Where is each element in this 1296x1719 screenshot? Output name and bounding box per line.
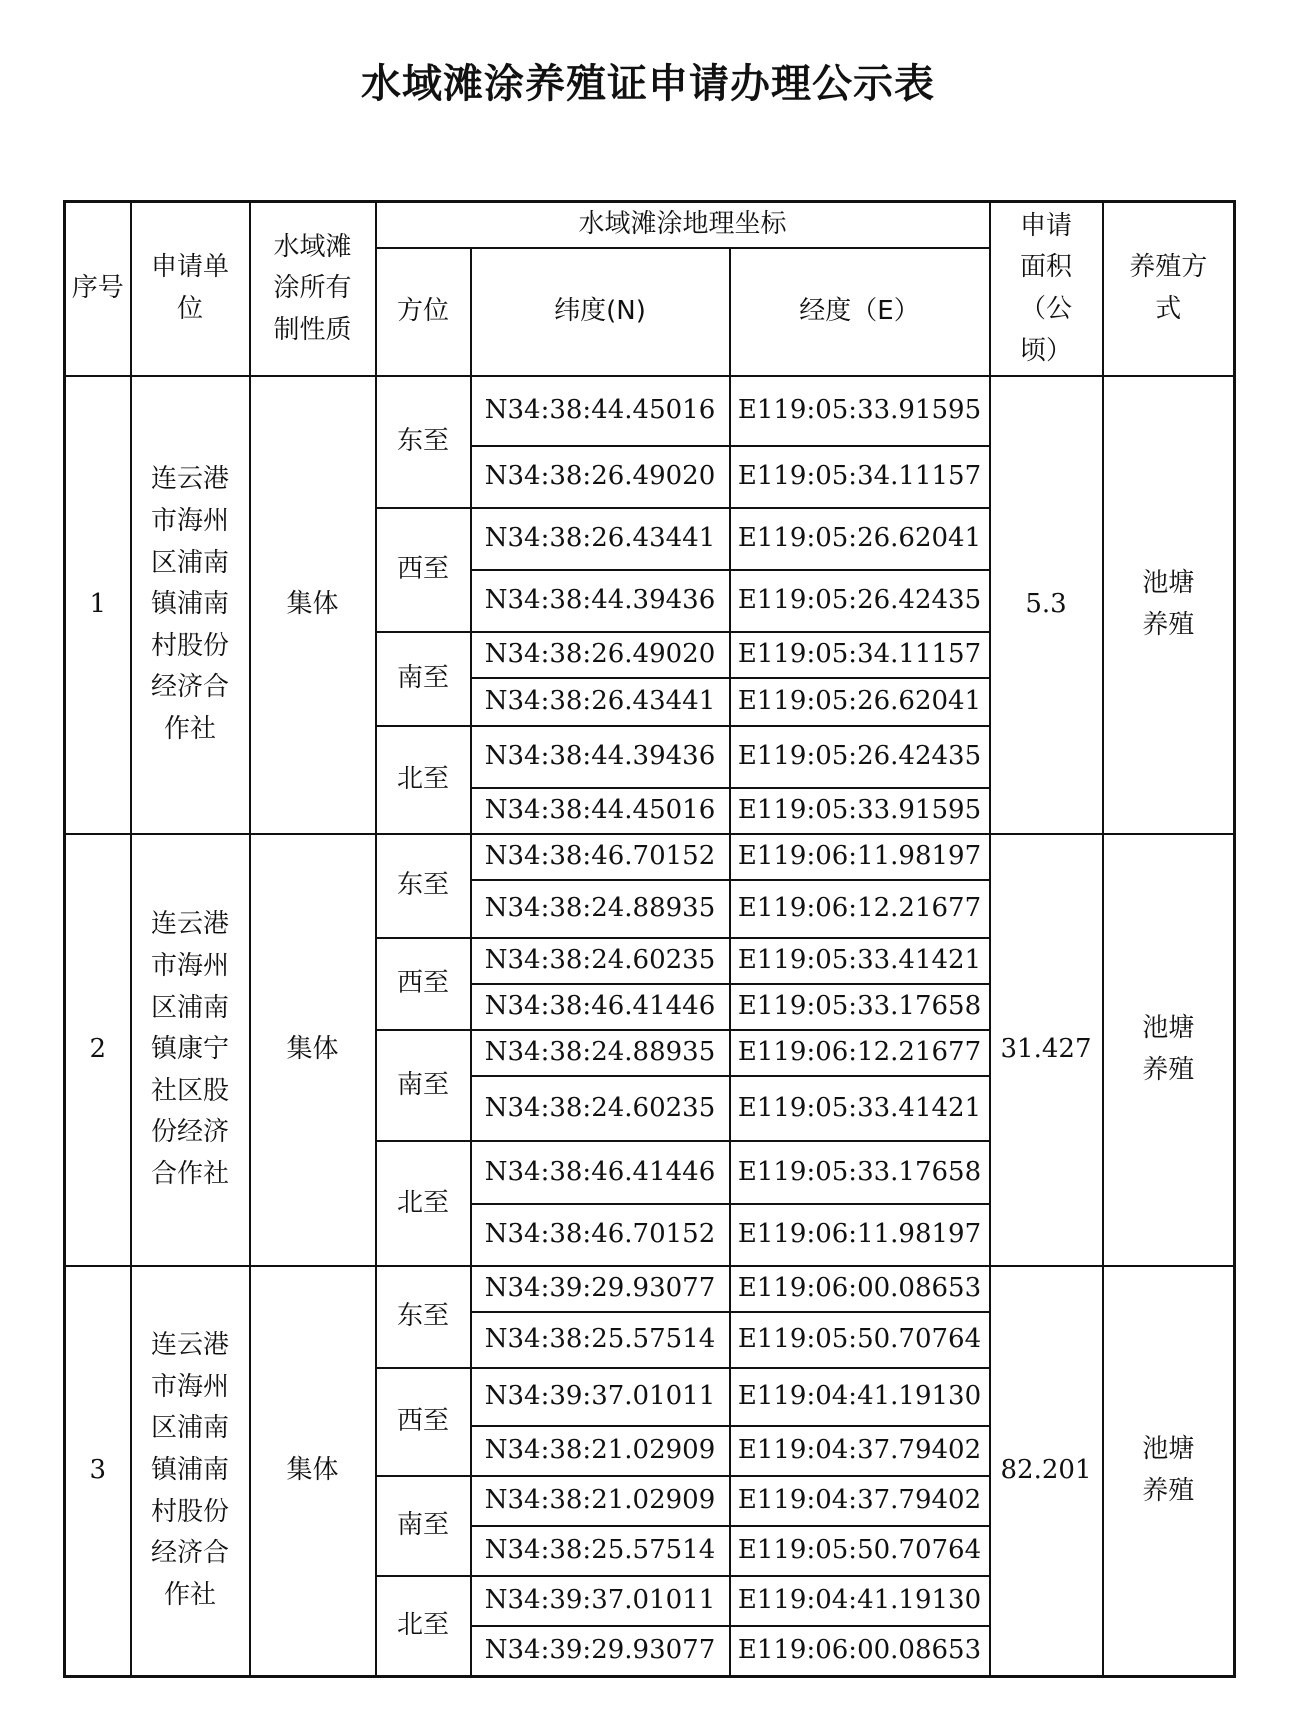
longitude-cell: E119:06:12.21677 [730, 1030, 990, 1076]
record-method-text: 池塘养殖 [1142, 1013, 1195, 1085]
longitude-cell: E119:05:26.62041 [730, 678, 990, 726]
latitude-cell: N34:38:46.70152 [471, 1204, 730, 1266]
longitude-cell: E119:04:41.19130 [730, 1576, 990, 1626]
table-row [65, 376, 1235, 446]
header-seq: 序号 [65, 202, 131, 377]
longitude-cell: E119:04:37.79402 [730, 1426, 990, 1476]
longitude-cell: E119:05:34.11157 [730, 446, 990, 508]
record-ownership: 集体 [250, 834, 376, 1266]
record-method [1103, 1266, 1235, 1676]
record-direction: 北至 [376, 1576, 471, 1676]
table-row [65, 834, 1235, 880]
latitude-cell: N34:38:26.43441 [471, 678, 730, 726]
record-area: 5.3 [990, 376, 1103, 834]
latitude-cell: N34:38:24.88935 [471, 1030, 730, 1076]
longitude-cell: E119:06:11.98197 [730, 1204, 990, 1266]
latitude-cell: N34:38:24.88935 [471, 880, 730, 938]
latitude-cell: N34:38:26.49020 [471, 632, 730, 678]
longitude-cell: E119:04:37.79402 [730, 1476, 990, 1526]
record-direction: 西至 [376, 1368, 471, 1476]
record-applicant [131, 376, 250, 834]
record-applicant-text: 连云港市海州区浦南镇康宁社区股份经济合作社 [150, 909, 229, 1189]
record-seq: 2 [65, 834, 131, 1266]
record-applicant [131, 834, 250, 1266]
header-method: 养殖方式 [1103, 202, 1235, 377]
latitude-cell: N34:38:46.70152 [471, 834, 730, 880]
latitude-cell: N34:38:25.57514 [471, 1312, 730, 1368]
longitude-cell: E119:05:33.91595 [730, 376, 990, 446]
header-ownership: 水域滩涂所有制性质 [250, 202, 376, 377]
record-direction: 东至 [376, 376, 471, 508]
record-applicant-text: 连云港市海州区浦南镇浦南村股份经济合作社 [150, 464, 229, 744]
record-area: 82.201 [990, 1266, 1103, 1676]
record-direction: 南至 [376, 1030, 471, 1141]
record-direction: 西至 [376, 508, 471, 632]
record-direction: 东至 [376, 834, 471, 938]
latitude-cell: N34:38:26.43441 [471, 508, 730, 570]
latitude-cell: N34:38:44.39436 [471, 726, 730, 788]
longitude-cell: E119:06:00.08653 [730, 1266, 990, 1312]
latitude-cell: N34:39:37.01011 [471, 1368, 730, 1426]
latitude-cell: N34:38:24.60235 [471, 938, 730, 984]
latitude-cell: N34:38:46.41446 [471, 984, 730, 1030]
longitude-cell: E119:05:26.42435 [730, 570, 990, 632]
record-direction: 西至 [376, 938, 471, 1030]
record-applicant-text: 连云港市海州区浦南镇浦南村股份经济合作社 [150, 1330, 229, 1610]
latitude-cell: N34:38:44.39436 [471, 570, 730, 632]
record-direction: 南至 [376, 632, 471, 726]
record-ownership: 集体 [250, 1266, 376, 1676]
longitude-cell: E119:05:34.11157 [730, 632, 990, 678]
records-body [65, 376, 1235, 1676]
latitude-cell: N34:38:44.45016 [471, 376, 730, 446]
longitude-cell: E119:05:50.70764 [730, 1526, 990, 1576]
header-applicant: 申请单位 [131, 202, 250, 377]
record-direction: 北至 [376, 726, 471, 834]
record-method-text: 池塘养殖 [1142, 568, 1195, 640]
longitude-cell: E119:06:00.08653 [730, 1626, 990, 1676]
latitude-cell: N34:38:26.49020 [471, 446, 730, 508]
longitude-cell: E119:06:11.98197 [730, 834, 990, 880]
latitude-cell: N34:38:46.41446 [471, 1141, 730, 1204]
latitude-cell: N34:38:21.02909 [471, 1476, 730, 1526]
header-row-1 [65, 202, 1235, 249]
longitude-cell: E119:05:33.41421 [730, 938, 990, 984]
latitude-cell: N34:38:21.02909 [471, 1426, 730, 1476]
record-applicant [131, 1266, 250, 1676]
record-method [1103, 376, 1235, 834]
longitude-cell: E119:05:33.41421 [730, 1076, 990, 1141]
record-seq: 1 [65, 376, 131, 834]
record-direction: 东至 [376, 1266, 471, 1368]
record-method-text: 池塘养殖 [1142, 1434, 1195, 1506]
longitude-cell: E119:05:33.91595 [730, 788, 990, 834]
latitude-cell: N34:39:29.93077 [471, 1266, 730, 1312]
record-seq: 3 [65, 1266, 131, 1676]
latitude-cell: N34:38:44.45016 [471, 788, 730, 834]
longitude-cell: E119:05:33.17658 [730, 1141, 990, 1204]
longitude-cell: E119:05:26.62041 [730, 508, 990, 570]
table-row [65, 1266, 1235, 1312]
latitude-cell: N34:38:24.60235 [471, 1076, 730, 1141]
longitude-cell: E119:04:41.19130 [730, 1368, 990, 1426]
record-ownership: 集体 [250, 376, 376, 834]
longitude-cell: E119:05:33.17658 [730, 984, 990, 1030]
header-area: 申请面积（公顷） [990, 202, 1103, 377]
record-direction: 南至 [376, 1476, 471, 1576]
publicity-table [63, 200, 1236, 1678]
longitude-cell: E119:06:12.21677 [730, 880, 990, 938]
page-title: 水域滩涂养殖证申请办理公示表 [361, 61, 935, 107]
header-direction: 方位 [376, 248, 471, 376]
longitude-cell: E119:05:50.70764 [730, 1312, 990, 1368]
latitude-cell: N34:38:25.57514 [471, 1526, 730, 1576]
latitude-cell: N34:39:29.93077 [471, 1626, 730, 1676]
record-area: 31.427 [990, 834, 1103, 1266]
header-latitude: 纬度(N) [471, 248, 730, 376]
record-direction: 北至 [376, 1141, 471, 1266]
latitude-cell: N34:39:37.01011 [471, 1576, 730, 1626]
record-method [1103, 834, 1235, 1266]
longitude-cell: E119:05:26.42435 [730, 726, 990, 788]
header-geo-coordinates: 水域滩涂地理坐标 [376, 202, 990, 249]
header-longitude: 经度（E） [730, 248, 990, 376]
